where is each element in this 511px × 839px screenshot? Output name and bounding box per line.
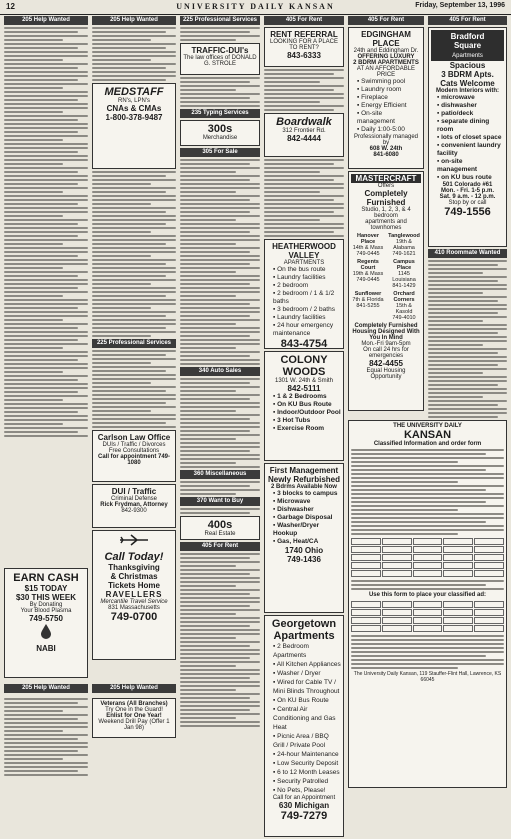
- section-header: 405 For Rent: [180, 542, 260, 551]
- mastercraft-ad: MASTERCRAFT Offers Completely Furnished Studio, 1, 2, 3, & 4 bedroom apartments and townhomes Hanover Place 14th & Mass 749-0445 Tanglewood 19th & Alabama 749-1621 Regents Court 19th & Mass 749-0445 Campus Place 1145 Louisiana 841-1429 Sunflower 7th & Florida 841-5255 Orchard Corners 15th & Kasold 749-4010 Completely Furnished Housing Designed With You In Mind Mon.-Fri 9am-5pm On call 24 hrs for emergencies 842-4455 Equal Housing Opportunity: [348, 171, 424, 411]
- travel-phone: 749-0700: [110, 611, 158, 623]
- page-number: 12: [6, 2, 15, 11]
- plasma-phone: 749-5750: [29, 614, 63, 623]
- column-1: [4, 16, 88, 439]
- section-header: 205 Help Wanted: [4, 684, 88, 693]
- classified-order-form: THE UNIVERSITY DAILY KANSAN Classified Information and order form Use this form to place your classified ad: The University Daily Kansan, 119 Stauffer-Flint Hall, Lawrence, KS 66045: [348, 418, 507, 790]
- earn-cash-ad: EARN CASH $15 TODAY $30 THIS WEEK By Donating Your Blood Plasma 749-5750 NABI: [4, 566, 88, 680]
- newspaper-title: UNIVERSITY DAILY KANSAN: [176, 2, 335, 11]
- heatherwood-ad: HEATHERWOOD VALLEY APARTMENTS ▪ On the bus route ▪ Laundry facilities ▪ 2 bedroom ▪ 2 bedroom / 1 & 1/2 baths ▪ 3 bedroom / 2 baths ▪ Laundry facilities ▪ 24 hour emergency maintenance 843-4754: [264, 239, 344, 349]
- section-header: 205 Help Wanted: [92, 684, 176, 693]
- rate-table: [351, 538, 504, 577]
- carlson-law-ad: Carlson Law Office DUIs / Traffic / Divorces Free Consultations Call for appointment 749-1080: [92, 430, 176, 482]
- first-management-ad: First Management Newly Refurbished 2 Bdrms Available Now ▪ 3 blocks to campus ▪ Microwave ▪ Dishwasher ▪ Garbage Disposal ▪ Washer/Dryer Hookup ▪ Gas, Heat/CA 1740 Ohio 749-1436: [264, 463, 344, 613]
- column-3: [180, 16, 260, 729]
- medstaff-logo: MEDSTAFF: [104, 86, 164, 98]
- section-header: 405 For Rent: [348, 16, 424, 25]
- ad-entry-grid[interactable]: [351, 601, 504, 632]
- veterans-ad: Veterans (All Branches) Try One in the Guard! Enlist for One Year! Weekend Drill Pay (Offer 1 Jan 98): [92, 696, 176, 740]
- section-header: 225 Professional Services: [180, 16, 260, 25]
- merchandise-banner: 300s Merchandise: [180, 120, 260, 146]
- dui-traffic-ad: DUI / Traffic Criminal Defense Rick Frydman, Attorney 842-9300: [92, 484, 176, 528]
- column-5: [348, 16, 424, 413]
- column-4: [264, 16, 344, 839]
- traffic-dui-ad: TRAFFIC-DUI's The law offices of DONALD G. STROLE: [180, 43, 260, 75]
- kansan-logo: KANSAN: [403, 429, 452, 441]
- section-header: 370 Want to Buy: [180, 497, 260, 506]
- masthead: [0, 0, 511, 15]
- airplane-icon: [119, 534, 149, 546]
- section-header: 405 For Rent: [428, 16, 507, 25]
- mastercraft-logo: MASTERCRAFT: [351, 174, 421, 183]
- medstaff-ad: MEDSTAFF RN's, LPN's CNAs & CMAs 1-800-378-9487: [92, 83, 176, 169]
- section-header: 225 Professional Services: [92, 339, 176, 348]
- real-estate-banner: 400s Real Estate: [180, 516, 260, 540]
- section-header: 235 Typing Services: [180, 109, 260, 118]
- column-6: [428, 16, 507, 468]
- section-header: 340 Auto Sales: [180, 367, 260, 376]
- edgingham-place-ad: EDGINGHAM PLACE 24th and Eddingham Dr. OFFERING LUXURY 2 BDRM APARTMENTS AT AN AFFORDABLE PRICE ▪ Swimming pool ▪ Laundry room ▪ Fireplace ▪ Energy Efficient ▪ On-site management ▪ Daily 1:00-5:00 Professionally managed by 608 W. 24th 841-6080: [348, 27, 424, 169]
- section-header: 205 Help Wanted: [92, 16, 176, 25]
- colony-woods-ad: COLONY WOODS 1301 W. 24th & Smith 842-5111 ▪ 1 & 2 Bedrooms ▪ On KU Bus Route ▪ Indoor/Outdoor Pool ▪ 3 Hot Tubs ▪ Exercise Room: [264, 351, 344, 461]
- section-header: 305 For Sale: [180, 148, 260, 157]
- nabi-logo: NABI: [36, 644, 56, 653]
- column-2: [92, 16, 176, 662]
- rent-referral-ad: RENT REFERRAL LOOKING FOR A PLACE TO RENT? 843-6333: [264, 27, 344, 67]
- section-header: 205 Help Wanted: [4, 16, 88, 25]
- call-today-travel-ad: Call Today! Thanksgiving & Christmas Tickets Home RAVELLERS Mercantile Travel Service 831 Massachusetts 749-0700: [92, 530, 176, 660]
- georgetown-ad: Georgetown Apartments ▪ 2 Bedroom Apartments ▪ All Kitchen Appliances ▪ Washer / Dryer ▪ Wired for Cable TV / Mini Blinds Throughout ▪ On KU Bus Route ▪ Central Air Conditioning and Gas Heat ▪ Picnic Area / BBQ Grill / Private Pool ▪ 24-hour Maintenance ▪ Low Security Deposit ▪ 6 to 12 Month Leases ▪ Security Patrolled ▪ No Pets, Please! Call for an Appointment 630 Michigan 749-7279: [264, 615, 344, 837]
- section-header: 405 For Rent: [264, 16, 344, 25]
- issue-date: Friday, September 13, 1996: [415, 2, 505, 9]
- bradford-logo: Bradford Square Apartments: [431, 30, 504, 61]
- medstaff-phone: 1-800-378-9487: [105, 113, 163, 122]
- classified-text-block: [4, 27, 88, 437]
- bradford-square-ad: Bradford Square Apartments Spacious 3 BDRM Apts. Cats Welcome Modern Interiors with: ▪ microwave ▪ dishwasher ▪ patio/deck ▪ separate dining room ▪ lots of closet space ▪ convenient laundry facility ▪ on-site management ▪ on KU bus route 501 Colorado #61 Mon. - Fri. 1-5 p.m. Sat. 9 a.m. - 12 p.m. Stop by or call 749-1556: [428, 27, 507, 247]
- travel-brand: RAVELLERS: [105, 590, 163, 599]
- section-header: 410 Roommate Wanted: [428, 249, 507, 258]
- boardwalk-ad: Boardwalk 312 Frontier Rd. 842-4444: [264, 113, 344, 157]
- blood-drop-icon: [38, 623, 54, 639]
- help-wanted-text: [4, 696, 88, 778]
- section-header: 360 Miscellaneous: [180, 470, 260, 479]
